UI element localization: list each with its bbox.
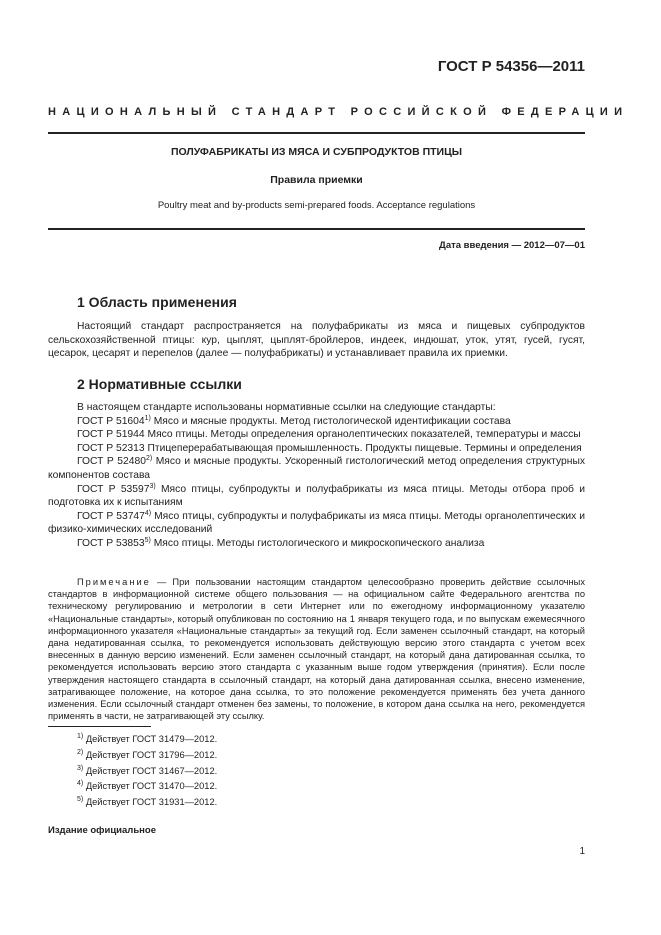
note-label: Примечание	[77, 577, 151, 587]
reference-item: ГОСТ Р 53747$^{4)}$ Мясо птицы, субпродукты и полуфабрикаты из мяса птицы. Методы органолептических и физико-химических исследований	[48, 509, 585, 536]
effective-date: Дата введения — 2012—07—01	[439, 240, 585, 251]
top-divider	[48, 132, 585, 134]
reference-item: ГОСТ Р 51604$^{1)}$ Мясо и мясные продукты. Метод гистологической идентификации состава	[77, 414, 511, 427]
footnotes	[77, 732, 477, 811]
official-edition-label: Издание официальное	[48, 825, 156, 836]
reference-item: ГОСТ Р 51944 Мясо птицы. Методы определения органолептических показателей, температуры и массы	[77, 429, 581, 441]
reference-item: ГОСТ Р 53853$^{5)}$ Мясо птицы. Методы гистологического и микроскопического анализа	[77, 536, 485, 549]
reference-item: ГОСТ Р 52313 Птицеперерабатывающая промышленность. Продукты пищевые. Термины и определения	[77, 442, 582, 454]
footnote-item: $^{5)}$ Действует ГОСТ 31931—2012.	[77, 796, 218, 808]
footnote-item: $^{1)}$ Действует ГОСТ 31479—2012.	[77, 733, 218, 744]
document-subtitle: Правила приемки	[270, 174, 363, 186]
section-1-heading: 1 Область применения	[77, 294, 237, 310]
national-standard-banner: НАЦИОНАЛЬНЫЙ СТАНДАРТ РОССИЙСКОЙ ФЕДЕРАЦИИ	[48, 106, 629, 118]
reference-item: ГОСТ Р 53597$^{3)}$ Мясо птицы, субпродукты и полуфабрикаты из мяса птицы. Методы отбора проб и подготовка их к испытаниям	[48, 482, 585, 509]
footnote-item: $^{4)}$ Действует ГОСТ 31470—2012.	[77, 780, 218, 792]
section-2-heading: 2 Нормативные ссылки	[77, 376, 242, 392]
section-1-text: Настоящий стандарт распространяется на полуфабрикаты из мяса и пищевых субпродуктов сельскохозяйственной птицы: кур, цыплят, цыплят-бройлеров, индеек, индюшат, уток, утят, гусей, гусят, цесарок, цесарят и перепелов (далее — полуфабрикаты) и устанавливает правила их приемки.	[48, 321, 585, 360]
footnote-divider	[48, 726, 151, 727]
gost-code: ГОСТ Р 54356—2011	[437, 58, 585, 75]
footnote-item: $^{3)}$ Действует ГОСТ 31467—2012.	[77, 764, 218, 776]
references-intro: В настоящем стандарте использованы нормативные ссылки на следующие стандарты:	[77, 402, 496, 413]
footnote-item: $^{2)}$ Действует ГОСТ 31796—2012.	[77, 748, 218, 760]
note	[48, 576, 585, 722]
title-divider	[48, 228, 585, 230]
references-list	[48, 401, 585, 551]
reference-item: ГОСТ Р 52480$^{2)}$ Мясо и мясные продукты. Ускоренный гистологический метод определения структурных компонентов состава	[48, 455, 585, 481]
page-number: 1	[579, 846, 585, 857]
english-title: Poultry meat and by-products semi-prepared foods. Acceptance regulations	[157, 200, 476, 211]
note-text: — При пользовании настоящим стандартом целесообразно проверить действие ссылочных стандартов в информационной системе общего пользования — на официальном сайте Федерального агентства по техническому регулированию и метрологии в сети Интернет или по ежегодному информационному указателю «Национальные стандарты», который опубликован по состоянию на 1 января текущего года, и по выпускам ежемесячного информационного указателя «Национальные стандарты» за текущий год. Если заменен ссылочный стандарт, на который дана недатированная ссылка, то рекомендуется использовать действующую версию этого стандарта с учетом всех внесенных в данную версию изменений. Если заменен ссылочный стандарт, на который дана датированная ссылка, то рекомендуется использовать версию этого стандарта с указанным выше годом утверждения (принятия). Если после утверждения настоящего стандарта в ссылочный стандарт, на который дана датированная ссылка, внесено изменение, затрагивающее положение, на которое дана ссылка, то это положение рекомендуется применять без учета данного изменения. Если ссылочный стандарт отменен без замены, то положение, в котором дана ссылка на него, рекомендуется применять в части, не затрагивающей эту ссылку.	[48, 577, 585, 722]
document-title: ПОЛУФАБРИКАТЫ ИЗ МЯСА И СУБПРОДУКТОВ ПТИЦЫ	[170, 146, 463, 158]
